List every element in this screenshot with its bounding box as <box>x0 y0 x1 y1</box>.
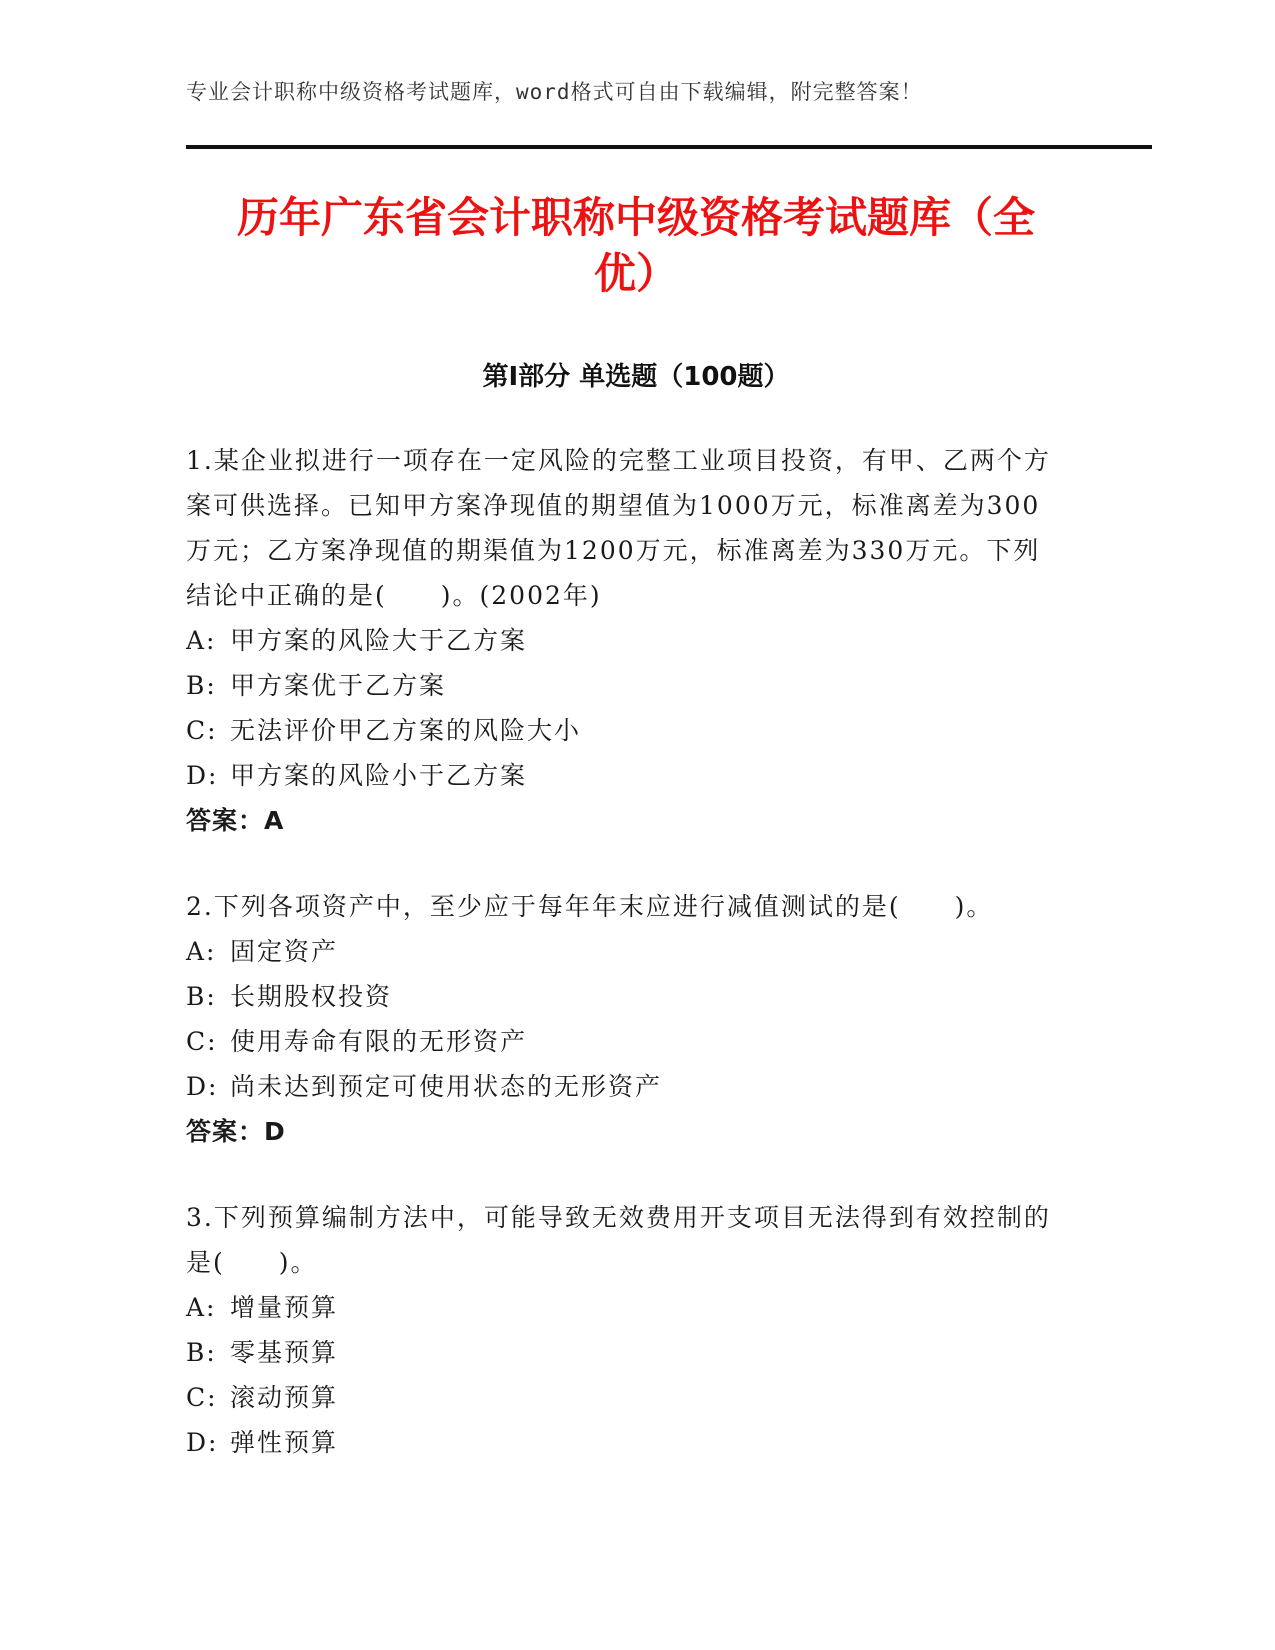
option-text: 零基预算 <box>230 1338 339 1367</box>
option-d <box>186 753 1066 798</box>
option-a <box>186 618 1066 663</box>
question-stem: 1.某企业拟进行一项存在一定风险的完整工业项目投资，有甲、乙两个方案可供选择。已知甲方案净现值的期望值为1000万元，标准离差为300万元；乙方案净现值的期渠值为1200万元，标准离差为330万元。下列结论中正确的是( )。(2002年) <box>186 446 1051 610</box>
document-title-line1: 历年广东省会计职称中级资格考试题库（全 <box>236 193 1035 242</box>
option-d <box>186 1420 1066 1465</box>
option-c <box>186 708 1066 753</box>
document-title-line2: 优） <box>593 249 678 298</box>
option-text: 甲方案的风险小于乙方案 <box>230 761 528 790</box>
header-note: 专业会计职称中级资格考试题库，word格式可自由下载编辑，附完整答案！ <box>186 80 923 104</box>
question-stem: 2.下列各项资产中，至少应于每年年末应进行减值测试的是( )。 <box>186 892 994 921</box>
option-c <box>186 1375 1066 1420</box>
question-1 <box>186 438 1066 844</box>
option-key: A: <box>186 1293 217 1322</box>
option-b <box>186 974 1066 1019</box>
option-b <box>186 663 1066 708</box>
answer-line: 答案：A <box>186 806 285 835</box>
option-a <box>186 1285 1066 1330</box>
option-key: C: <box>186 1027 218 1056</box>
option-key: B: <box>186 671 217 700</box>
question-3 <box>186 1195 1066 1465</box>
header-divider <box>186 145 1152 149</box>
option-a <box>186 929 1066 974</box>
option-text: 甲方案优于乙方案 <box>230 671 447 700</box>
answer-line: 答案：D <box>186 1117 286 1146</box>
option-text: 固定资产 <box>230 937 339 966</box>
option-text: 长期股权投资 <box>230 982 393 1011</box>
question-list <box>186 438 1066 1505</box>
option-key: D: <box>186 761 219 790</box>
option-text: 弹性预算 <box>230 1428 339 1457</box>
option-key: C: <box>186 716 218 745</box>
option-b <box>186 1330 1066 1375</box>
option-text: 尚未达到预定可使用状态的无形资产 <box>230 1072 663 1101</box>
option-key: B: <box>186 982 217 1011</box>
option-key: C: <box>186 1383 218 1412</box>
option-c <box>186 1019 1066 1064</box>
option-key: D: <box>186 1428 219 1457</box>
option-key: D: <box>186 1072 219 1101</box>
option-text: 甲方案的风险大于乙方案 <box>230 626 528 655</box>
option-text: 使用寿命有限的无形资产 <box>230 1027 528 1056</box>
option-key: A: <box>186 626 217 655</box>
option-d <box>186 1064 1066 1109</box>
document-title <box>186 190 1086 302</box>
question-2 <box>186 884 1066 1155</box>
option-key: A: <box>186 937 217 966</box>
option-key: B: <box>186 1338 217 1367</box>
question-stem: 3.下列预算编制方法中，可能导致无效费用开支项目无法得到有效控制的是( )。 <box>186 1203 1051 1277</box>
option-text: 滚动预算 <box>230 1383 339 1412</box>
option-text: 增量预算 <box>230 1293 339 1322</box>
section-title: 第Ⅰ部分 单选题（100题） <box>482 362 790 392</box>
option-text: 无法评价甲乙方案的风险大小 <box>230 716 582 745</box>
